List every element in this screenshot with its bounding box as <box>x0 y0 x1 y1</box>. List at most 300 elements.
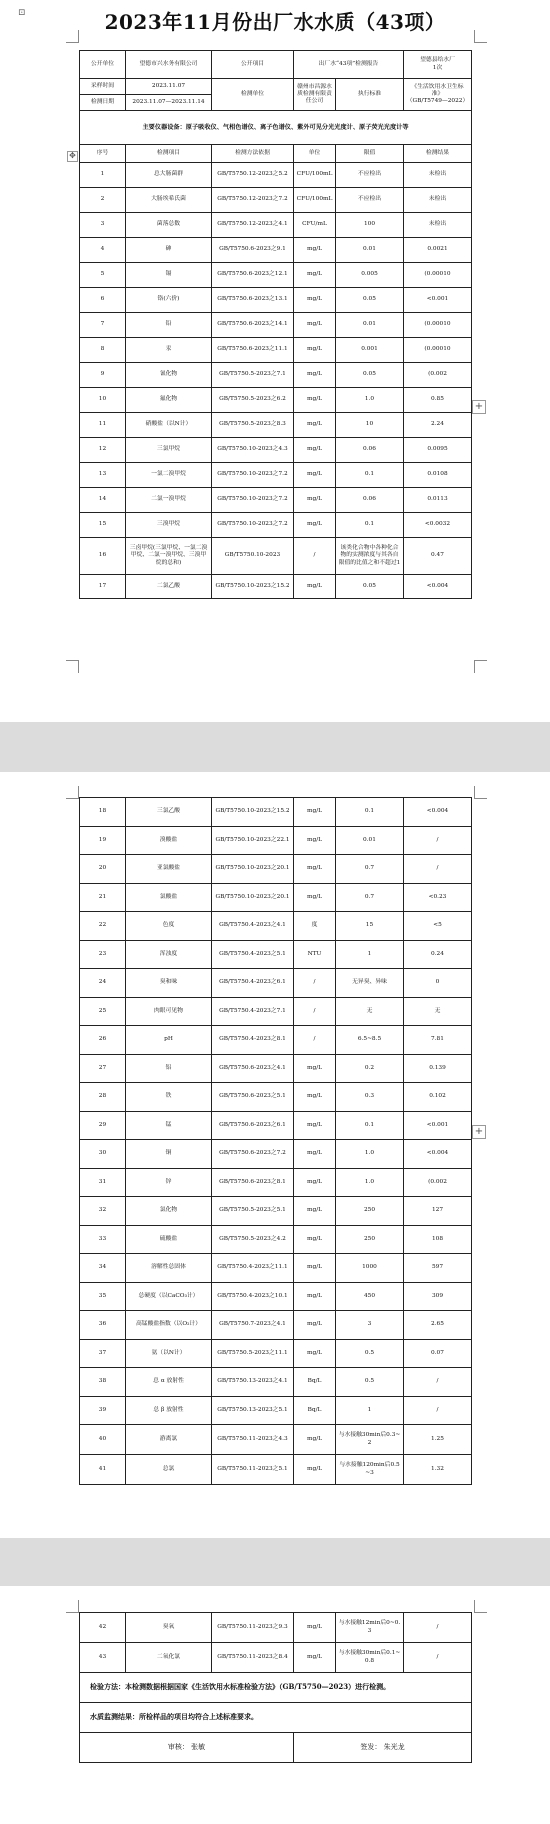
table-row <box>80 1197 472 1226</box>
cell-result: / <box>404 826 472 855</box>
corner-mark: ⊡ <box>18 8 26 18</box>
cell-result: <0.001 <box>404 288 472 313</box>
cell-item: 高锰酸盐指数（以O₂计） <box>126 1311 212 1340</box>
cell-method: GB/T5750.13-2023之4.1 <box>212 1368 294 1397</box>
cell-unit: / <box>294 969 336 998</box>
table-row <box>80 1225 472 1254</box>
col-header-result: 检测结果 <box>404 145 472 163</box>
lab-label: 检测单位 <box>212 79 294 111</box>
cell-limit: 0.5 <box>336 1339 404 1368</box>
table-row <box>80 1054 472 1083</box>
lab-value: 赣州市昌源水质检测有限责任公司 <box>294 79 336 111</box>
cell-method: GB/T5750.12-2023之5.2 <box>212 163 294 188</box>
water-quality-table-part3 <box>79 1612 472 1763</box>
sample-date-value: 2023.11.07 <box>126 79 212 95</box>
cell-unit: mg/L <box>294 1339 336 1368</box>
col-header-limit: 限值 <box>336 145 404 163</box>
cell-item: 三溴甲烷 <box>126 513 212 538</box>
item-value: 出厂水“43项”检测报告 <box>294 51 404 79</box>
crop-mark <box>474 786 487 799</box>
table-row <box>80 883 472 912</box>
cell-index: 21 <box>80 883 126 912</box>
cell-unit: mg/L <box>294 1083 336 1112</box>
cell-item: 二氯乙酸 <box>126 575 212 599</box>
cell-result: (0.002 <box>404 363 472 388</box>
cell-result: 0.0113 <box>404 488 472 513</box>
cell-result: / <box>404 1396 472 1425</box>
cell-item: 铬(六价) <box>126 288 212 313</box>
table-row <box>80 1111 472 1140</box>
cell-unit: / <box>294 538 336 575</box>
cell-limit: 0.3 <box>336 1083 404 1112</box>
cell-index: 25 <box>80 997 126 1026</box>
cell-result: 2.65 <box>404 1311 472 1340</box>
cell-limit: 0.06 <box>336 488 404 513</box>
cell-index: 42 <box>80 1613 126 1643</box>
cell-limit: 0.01 <box>336 826 404 855</box>
cell-unit: mg/L <box>294 1111 336 1140</box>
cell-limit: 0.001 <box>336 338 404 363</box>
table-row <box>80 940 472 969</box>
cell-limit: 与水接触12min后0~0.3 <box>336 1613 404 1643</box>
cell-item: 硝酸盐（以N计） <box>126 413 212 438</box>
cell-limit: 无 <box>336 997 404 1026</box>
cell-index: 15 <box>80 513 126 538</box>
table-row <box>80 463 472 488</box>
cell-limit: 1000 <box>336 1254 404 1283</box>
cell-item: 总硬度（以CaCO₃计） <box>126 1282 212 1311</box>
table-row <box>80 1282 472 1311</box>
table-row <box>80 1455 472 1485</box>
cell-result: 0.24 <box>404 940 472 969</box>
item-label: 公开项目 <box>212 51 294 79</box>
cell-limit: 1 <box>336 940 404 969</box>
col-header-method: 检测方法依据 <box>212 145 294 163</box>
cell-result: 108 <box>404 1225 472 1254</box>
cell-index: 40 <box>80 1425 126 1455</box>
cell-limit: 1.0 <box>336 1168 404 1197</box>
cell-limit: 与水接触120min后0.5~3 <box>336 1455 404 1485</box>
cell-unit: mg/L <box>294 855 336 884</box>
cell-index: 24 <box>80 969 126 998</box>
table-row <box>80 388 472 413</box>
cell-unit: mg/L <box>294 1425 336 1455</box>
cell-result: 无 <box>404 997 472 1026</box>
cell-unit: / <box>294 997 336 1026</box>
cell-item: 铜 <box>126 1140 212 1169</box>
cell-method: GB/T5750.10-2023之15.2 <box>212 798 294 827</box>
cell-index: 16 <box>80 538 126 575</box>
cell-item: 肉眼可见物 <box>126 997 212 1026</box>
cell-item: 硫酸盐 <box>126 1225 212 1254</box>
cell-result: 309 <box>404 1282 472 1311</box>
cell-item: 一氯二溴甲烷 <box>126 463 212 488</box>
cell-result: 0.85 <box>404 388 472 413</box>
cell-method: GB/T5750.12-2023之4.1 <box>212 213 294 238</box>
cell-unit: mg/L <box>294 1140 336 1169</box>
cell-index: 5 <box>80 263 126 288</box>
cell-unit: mg/L <box>294 263 336 288</box>
cell-result: <0.004 <box>404 798 472 827</box>
cell-method: GB/T5750.5-2023之6.2 <box>212 388 294 413</box>
cell-method: GB/T5750.6-2023之14.1 <box>212 313 294 338</box>
table-move-handle[interactable]: ✥ <box>67 151 78 162</box>
cell-result: 0 <box>404 969 472 998</box>
cell-item: 氟化物 <box>126 388 212 413</box>
cell-unit: CFU/mL <box>294 213 336 238</box>
cell-result: <0.23 <box>404 883 472 912</box>
cell-index: 27 <box>80 1054 126 1083</box>
table-row <box>80 163 472 188</box>
cell-method: GB/T5750.5-2023之11.1 <box>212 1339 294 1368</box>
table-row <box>80 969 472 998</box>
cell-index: 31 <box>80 1168 126 1197</box>
cell-result: 未检出 <box>404 213 472 238</box>
cell-method: GB/T5750.10-2023之15.2 <box>212 575 294 599</box>
cell-method: GB/T5750.10-2023之20.1 <box>212 855 294 884</box>
cell-limit: 无异臭、异味 <box>336 969 404 998</box>
cell-unit: mg/L <box>294 238 336 263</box>
table-row <box>80 826 472 855</box>
cell-limit: 0.01 <box>336 238 404 263</box>
cell-item: 氯酸盐 <box>126 883 212 912</box>
cell-index: 1 <box>80 163 126 188</box>
cell-limit: 10 <box>336 413 404 438</box>
table-row <box>80 1613 472 1643</box>
cell-unit: mg/L <box>294 1613 336 1643</box>
cell-item: 锰 <box>126 1111 212 1140</box>
cell-limit: 3 <box>336 1311 404 1340</box>
cell-unit: mg/L <box>294 488 336 513</box>
cell-index: 18 <box>80 798 126 827</box>
cell-index: 29 <box>80 1111 126 1140</box>
cell-limit: 0.1 <box>336 463 404 488</box>
table-row <box>80 288 472 313</box>
page-title: 2023年11月份出厂水水质（43项） <box>104 10 446 34</box>
cell-index: 30 <box>80 1140 126 1169</box>
cell-item: 浑浊度 <box>126 940 212 969</box>
cell-unit: Bq/L <box>294 1396 336 1425</box>
cell-index: 3 <box>80 213 126 238</box>
cell-result: (0.00010 <box>404 313 472 338</box>
cell-unit: mg/L <box>294 883 336 912</box>
cell-limit: 0.1 <box>336 1111 404 1140</box>
cell-limit: 不应检出 <box>336 163 404 188</box>
cell-result: <0.004 <box>404 575 472 599</box>
cell-method: GB/T5750.5-2023之7.1 <box>212 363 294 388</box>
cell-method: GB/T5750.6-2023之5.1 <box>212 1083 294 1112</box>
table-row <box>80 488 472 513</box>
cell-unit: mg/L <box>294 1311 336 1340</box>
page-gap-1 <box>0 722 550 772</box>
cell-limit: 0.7 <box>336 883 404 912</box>
cell-unit: Bq/L <box>294 1368 336 1397</box>
table-row <box>80 1026 472 1055</box>
cell-item: 总氯 <box>126 1455 212 1485</box>
cell-method: GB/T5750.4-2023之11.1 <box>212 1254 294 1283</box>
cell-unit: mg/L <box>294 1455 336 1485</box>
cell-method: GB/T5750.4-2023之8.1 <box>212 1026 294 1055</box>
cell-limit: 0.1 <box>336 513 404 538</box>
cell-limit: 0.01 <box>336 313 404 338</box>
crop-mark <box>66 660 79 673</box>
cell-index: 37 <box>80 1339 126 1368</box>
cell-item: 菌落总数 <box>126 213 212 238</box>
water-quality-table-part1 <box>79 50 472 599</box>
cell-item: 总 α 放射性 <box>126 1368 212 1397</box>
cell-unit: / <box>294 1026 336 1055</box>
cell-method: GB/T5750.5-2023之4.2 <box>212 1225 294 1254</box>
table-row <box>80 438 472 463</box>
cell-method: GB/T5750.6-2023之12.1 <box>212 263 294 288</box>
cell-item: 大肠埃希氏菌 <box>126 188 212 213</box>
table-row <box>80 1643 472 1673</box>
crop-mark <box>474 1600 487 1613</box>
cell-item: 氨（以N计） <box>126 1339 212 1368</box>
cell-method: GB/T5750.11-2023之8.4 <box>212 1643 294 1673</box>
table-row <box>80 798 472 827</box>
cell-unit: mg/L <box>294 1643 336 1673</box>
crop-mark <box>66 786 79 799</box>
cell-result: <0.0032 <box>404 513 472 538</box>
cell-method: GB/T5750.7-2023之4.1 <box>212 1311 294 1340</box>
cell-result: / <box>404 1613 472 1643</box>
cell-limit: 与水接触30min后0.1~0.8 <box>336 1643 404 1673</box>
cell-item: 氰化物 <box>126 363 212 388</box>
cell-unit: mg/L <box>294 463 336 488</box>
cell-method: GB/T5750.11-2023之4.3 <box>212 1425 294 1455</box>
cell-method: GB/T5750.6-2023之11.1 <box>212 338 294 363</box>
cell-index: 35 <box>80 1282 126 1311</box>
cell-unit: mg/L <box>294 1254 336 1283</box>
table-row <box>80 1396 472 1425</box>
cell-limit: 0.1 <box>336 798 404 827</box>
cell-method: GB/T5750.4-2023之6.1 <box>212 969 294 998</box>
cell-result: <0.004 <box>404 1140 472 1169</box>
cell-result: 未检出 <box>404 188 472 213</box>
cell-method: GB/T5750.6-2023之8.1 <box>212 1168 294 1197</box>
cell-result: 7.81 <box>404 1026 472 1055</box>
cell-item: 镉 <box>126 263 212 288</box>
cell-item: 锌 <box>126 1168 212 1197</box>
cell-item: 铅 <box>126 313 212 338</box>
cell-limit: 该类化合物中各种化合物的实测浓度与其各自限值的比值之和不超过1 <box>336 538 404 575</box>
cell-index: 12 <box>80 438 126 463</box>
water-quality-table-part2 <box>79 797 472 1485</box>
test-date-value: 2023.11.07—2023.11.14 <box>126 95 212 111</box>
sample-date-label: 采样时间 <box>80 79 126 95</box>
table-row <box>80 188 472 213</box>
cell-unit: mg/L <box>294 363 336 388</box>
cell-index: 32 <box>80 1197 126 1226</box>
table-row <box>80 238 472 263</box>
cell-limit: 0.05 <box>336 363 404 388</box>
cell-result: <5 <box>404 912 472 941</box>
cell-limit: 与水接触30min后0.3~2 <box>336 1425 404 1455</box>
cell-result: / <box>404 855 472 884</box>
cell-result: 0.0095 <box>404 438 472 463</box>
instruments-note: 主要仪器设备：原子吸收仪、气相色谱仪、离子色谱仪、紫外可见分光光度计、原子荧光光度计等 <box>80 111 472 145</box>
std-value: 《生活饮用水卫生标准》 （GB/T5749—2022） <box>404 79 472 111</box>
cell-result: (0.00010 <box>404 263 472 288</box>
table-row <box>80 263 472 288</box>
cell-item: 总大肠菌群 <box>126 163 212 188</box>
cell-unit: mg/L <box>294 798 336 827</box>
cell-index: 23 <box>80 940 126 969</box>
cell-unit: mg/L <box>294 1168 336 1197</box>
cell-result: 0.139 <box>404 1054 472 1083</box>
cell-item: 臭和味 <box>126 969 212 998</box>
table-row <box>80 1425 472 1455</box>
cell-method: GB/T5750.11-2023之9.3 <box>212 1613 294 1643</box>
crop-mark <box>474 660 487 673</box>
cell-method: GB/T5750.10-2023之7.2 <box>212 513 294 538</box>
cell-method: GB/T5750.4-2023之4.1 <box>212 912 294 941</box>
cell-index: 14 <box>80 488 126 513</box>
cell-unit: mg/L <box>294 388 336 413</box>
cell-item: 铝 <box>126 1054 212 1083</box>
cell-item: 三氯乙酸 <box>126 798 212 827</box>
cell-limit: 1.0 <box>336 1140 404 1169</box>
cell-index: 41 <box>80 1455 126 1485</box>
cell-index: 34 <box>80 1254 126 1283</box>
cell-unit: mg/L <box>294 413 336 438</box>
cell-index: 8 <box>80 338 126 363</box>
cell-item: pH <box>126 1026 212 1055</box>
cell-result: / <box>404 1643 472 1673</box>
cell-item: 色度 <box>126 912 212 941</box>
cell-limit: 1 <box>336 1396 404 1425</box>
cell-index: 9 <box>80 363 126 388</box>
signer-sign: 签发： 朱光龙 <box>294 1733 472 1763</box>
table-row <box>80 575 472 599</box>
cell-method: GB/T5750.11-2023之5.1 <box>212 1455 294 1485</box>
table-row <box>80 1140 472 1169</box>
cell-item: 汞 <box>126 338 212 363</box>
cell-index: 28 <box>80 1083 126 1112</box>
cell-result: 597 <box>404 1254 472 1283</box>
cell-item: 砷 <box>126 238 212 263</box>
cell-item: 三卤甲烷(三氯甲烷、一氯二溴甲烷、二氯一溴甲烷、三溴甲烷的总和) <box>126 538 212 575</box>
cell-method: GB/T5750.12-2023之7.2 <box>212 188 294 213</box>
test-date-label: 检测日期 <box>80 95 126 111</box>
table-row <box>80 1339 472 1368</box>
cell-limit: 0.2 <box>336 1054 404 1083</box>
table-row <box>80 313 472 338</box>
page-gap-2 <box>0 1538 550 1586</box>
cell-method: GB/T5750.10-2023之20.1 <box>212 883 294 912</box>
cell-unit: mg/L <box>294 1282 336 1311</box>
cell-item: 二氧化氯 <box>126 1643 212 1673</box>
cell-index: 22 <box>80 912 126 941</box>
cell-method: GB/T5750.10-2023 <box>212 538 294 575</box>
unit-label: 公开单位 <box>80 51 126 79</box>
col-header-item: 检测项目 <box>126 145 212 163</box>
table-row <box>80 513 472 538</box>
cell-unit: mg/L <box>294 338 336 363</box>
cell-unit: CFU/100mL <box>294 163 336 188</box>
cell-method: GB/T5750.4-2023之7.1 <box>212 997 294 1026</box>
cell-unit: mg/L <box>294 1197 336 1226</box>
cell-limit: 不应检出 <box>336 188 404 213</box>
cell-item: 二氯一溴甲烷 <box>126 488 212 513</box>
cell-index: 33 <box>80 1225 126 1254</box>
cell-method: GB/T5750.4-2023之5.1 <box>212 940 294 969</box>
cell-index: 39 <box>80 1396 126 1425</box>
cell-result: 未检出 <box>404 163 472 188</box>
crop-mark <box>66 30 79 43</box>
cell-unit: mg/L <box>294 1225 336 1254</box>
cell-result: 127 <box>404 1197 472 1226</box>
cell-item: 亚氯酸盐 <box>126 855 212 884</box>
cell-result: (0.00010 <box>404 338 472 363</box>
add-row-button[interactable]: + <box>472 1125 486 1139</box>
cell-result: 1.25 <box>404 1425 472 1455</box>
cell-limit: 0.05 <box>336 288 404 313</box>
cell-method: GB/T5750.10-2023之7.2 <box>212 463 294 488</box>
cell-limit: 100 <box>336 213 404 238</box>
table-row <box>80 1311 472 1340</box>
cell-limit: 0.7 <box>336 855 404 884</box>
cell-index: 17 <box>80 575 126 599</box>
cell-limit: 0.005 <box>336 263 404 288</box>
cell-unit: mg/L <box>294 288 336 313</box>
method-note: 检验方法：本检测数据根据国家《生活饮用水标准检验方法》（GB/T5750—2023）进行检测。 <box>80 1673 472 1703</box>
cell-item: 三氯甲烷 <box>126 438 212 463</box>
cell-method: GB/T5750.10-2023之22.1 <box>212 826 294 855</box>
cell-index: 10 <box>80 388 126 413</box>
unit-value: 望德市兴水务有限公司 <box>126 51 212 79</box>
cell-limit: 0.06 <box>336 438 404 463</box>
cell-index: 19 <box>80 826 126 855</box>
cell-method: GB/T5750.10-2023之4.3 <box>212 438 294 463</box>
cell-result: <0.001 <box>404 1111 472 1140</box>
cell-index: 7 <box>80 313 126 338</box>
cell-result: 0.0021 <box>404 238 472 263</box>
table-row <box>80 855 472 884</box>
cell-unit: 度 <box>294 912 336 941</box>
table-row <box>80 1254 472 1283</box>
cell-index: 43 <box>80 1643 126 1673</box>
cell-item: 总 β 放射性 <box>126 1396 212 1425</box>
cell-unit: mg/L <box>294 1054 336 1083</box>
cell-method: GB/T5750.5-2023之8.3 <box>212 413 294 438</box>
cell-unit: CFU/100mL <box>294 188 336 213</box>
cell-item: 溶解性总固体 <box>126 1254 212 1283</box>
cell-index: 36 <box>80 1311 126 1340</box>
cell-method: GB/T5750.6-2023之9.1 <box>212 238 294 263</box>
count-value: 望德县给水厂 1次 <box>404 51 472 79</box>
cell-method: GB/T5750.4-2023之10.1 <box>212 1282 294 1311</box>
table-row <box>80 1368 472 1397</box>
cell-limit: 6.5~8.5 <box>336 1026 404 1055</box>
col-header-index: 序号 <box>80 145 126 163</box>
cell-result: 0.102 <box>404 1083 472 1112</box>
cell-item: 游离氯 <box>126 1425 212 1455</box>
cell-index: 11 <box>80 413 126 438</box>
cell-index: 38 <box>80 1368 126 1397</box>
cell-method: GB/T5750.6-2023之7.2 <box>212 1140 294 1169</box>
table-row <box>80 1168 472 1197</box>
cell-index: 2 <box>80 188 126 213</box>
std-label: 执行标准 <box>336 79 404 111</box>
crop-mark <box>66 1600 79 1613</box>
table-row <box>80 1083 472 1112</box>
cell-method: GB/T5750.6-2023之13.1 <box>212 288 294 313</box>
cell-result: (0.002 <box>404 1168 472 1197</box>
cell-index: 6 <box>80 288 126 313</box>
add-row-button[interactable]: + <box>472 400 486 414</box>
